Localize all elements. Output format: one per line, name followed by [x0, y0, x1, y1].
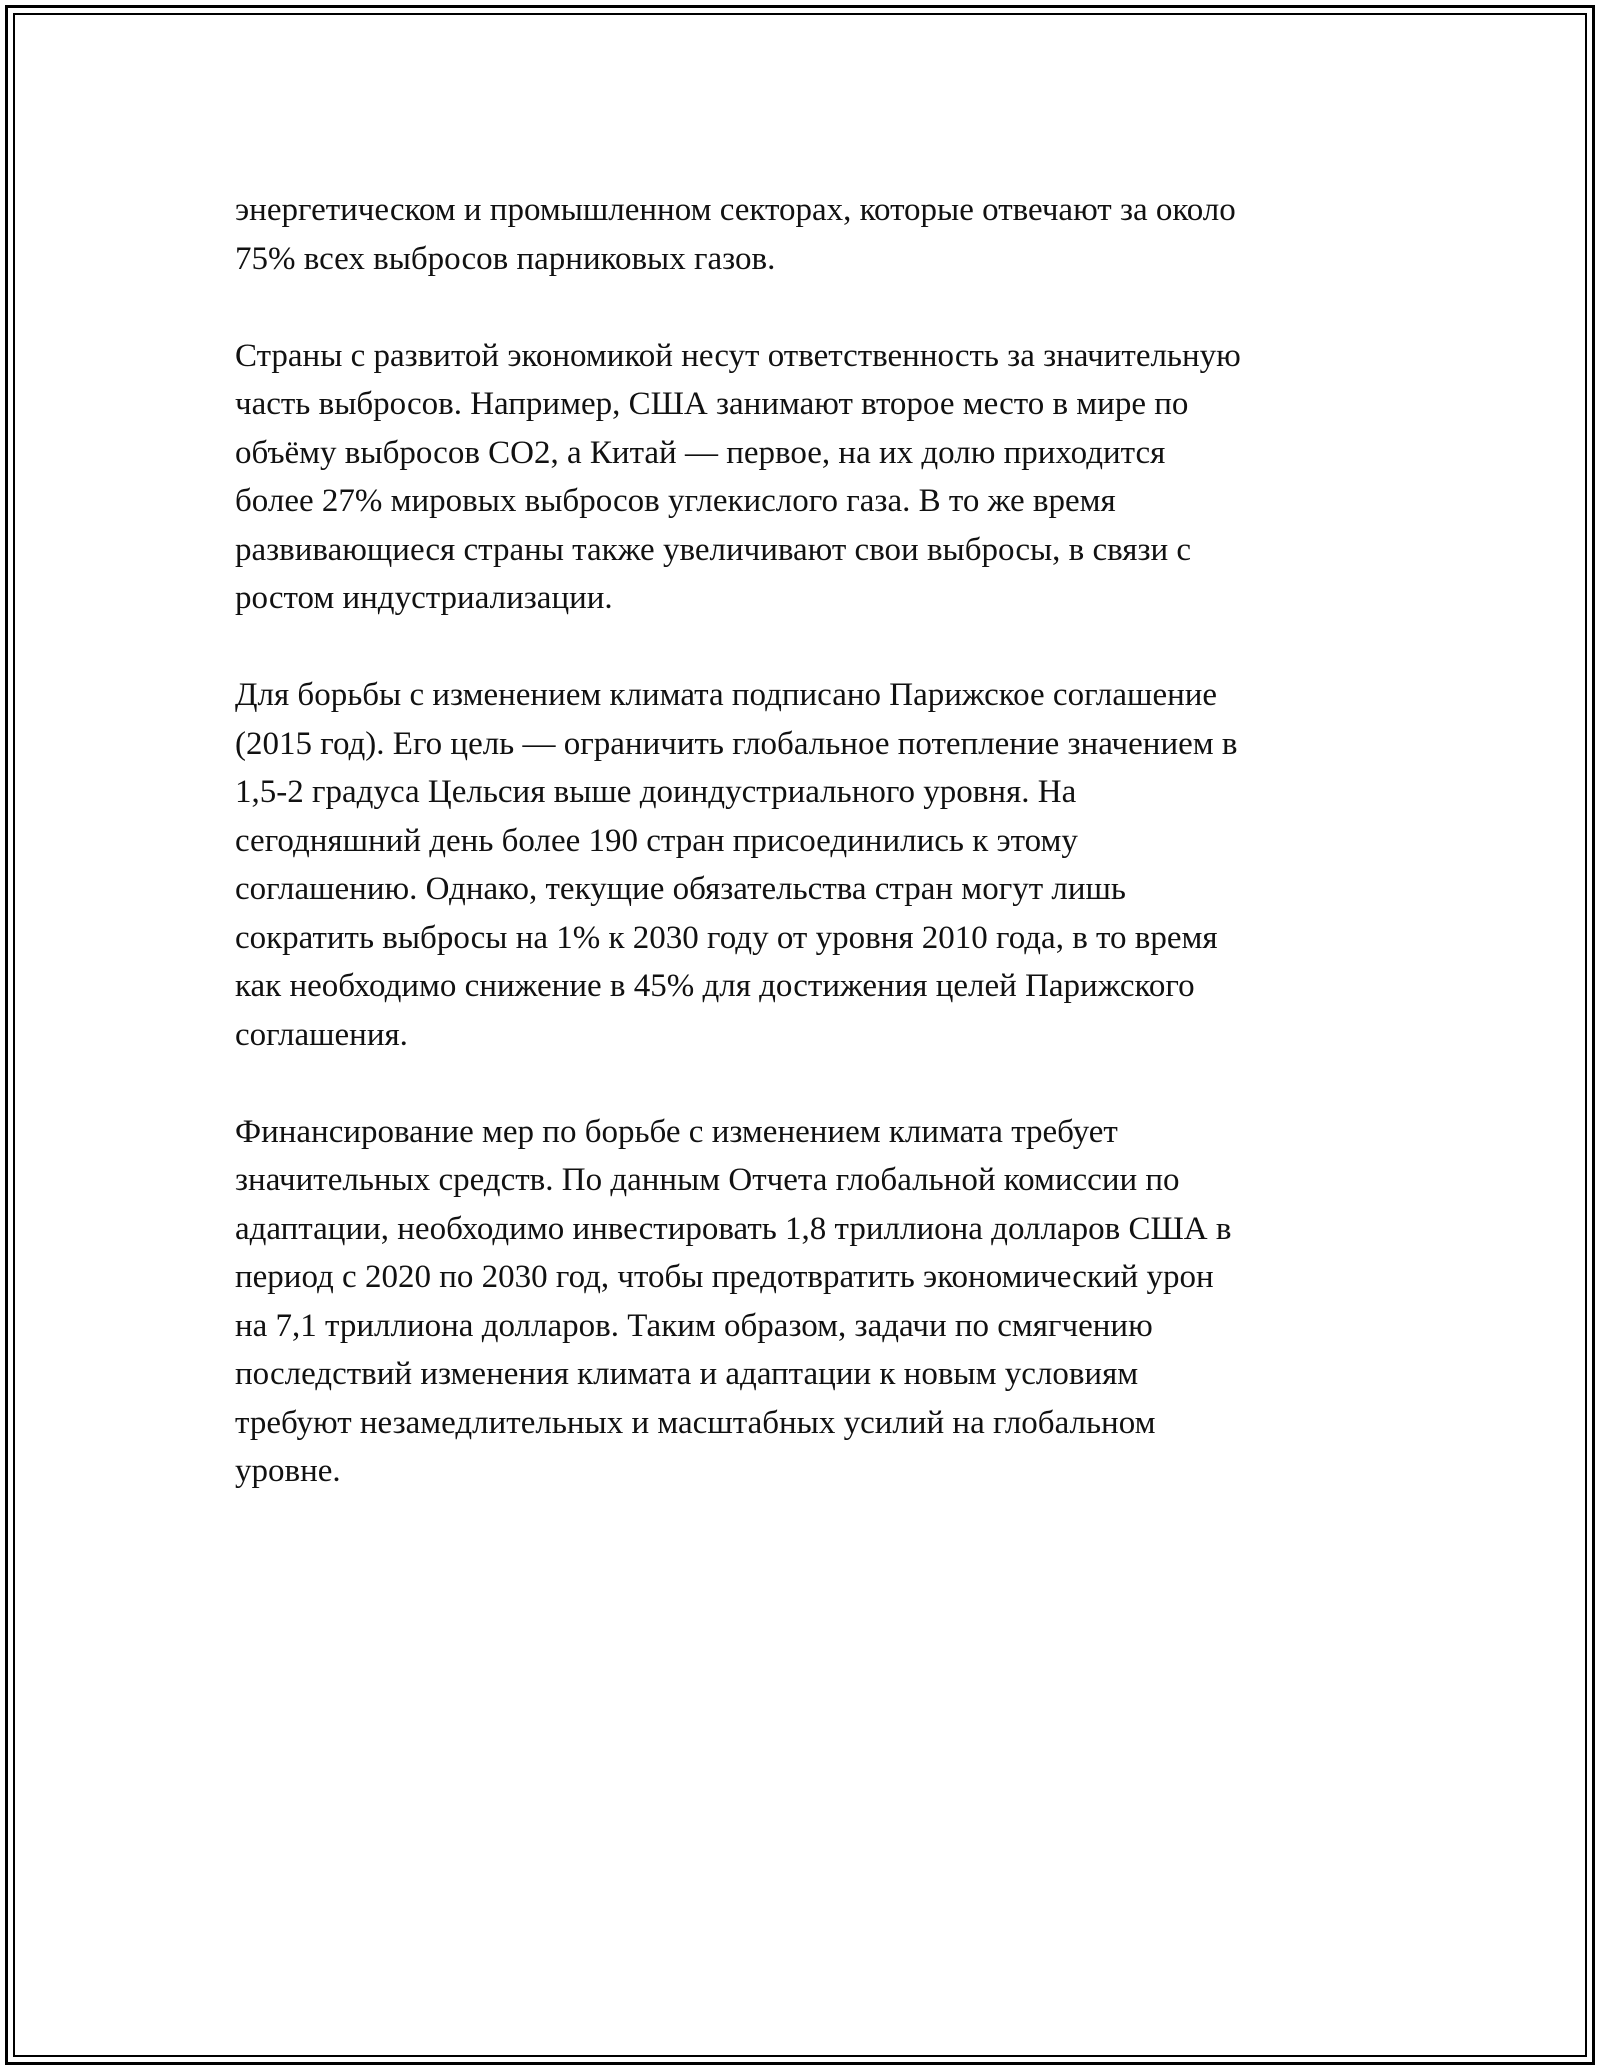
paragraph-emissions-sectors: энергетическом и промышленном секторах, которые отвечают за около 75% всех выбросов парниковых газов.	[235, 192, 1236, 277]
paragraph-developed-countries: Страны с развитой экономикой несут ответственность за значительную часть выбросов. Например, США занимают второе место в мире по объёму выбросов СО2, а Китай — первое, на их долю приходится более 27% мировых выбросов углекислого газа. В то же время развивающиеся страны также увеличивают свои выбросы, в связи с ростом индустриализации.	[235, 337, 1241, 616]
paragraph-paris-agreement: Для борьбы с изменением климата подписано Парижское соглашение (2015 год). Его цель — ограничить глобальное потепление значением в 1,5-2 градуса Цельсия выше доиндустриального уровня. На сегодняшний день более 190 стран присоединились к этому соглашению. Однако, текущие обязательства стран могут лишь сократить выбросы на 1% к 2030 году от уровня 2010 года, в то время как необходимо снижение в 45% для достижения целей Парижского соглашения.	[235, 677, 1238, 1053]
document-body	[235, 186, 1375, 1544]
paragraph-climate-financing: Финансирование мер по борьбе с изменением климата требует значительных средств. По данным Отчета глобальной комиссии по адаптации, необходимо инвестировать 1,8 триллиона долларов США в период с 2020 по 2030 год, чтобы предотвратить экономический урон на 7,1 триллиона долларов. Таким образом, задачи по смягчению последствий изменения климата и адаптации к новым условиям требуют незамедлительных и масштабных усилий на глобальном уровне.	[235, 1113, 1232, 1489]
